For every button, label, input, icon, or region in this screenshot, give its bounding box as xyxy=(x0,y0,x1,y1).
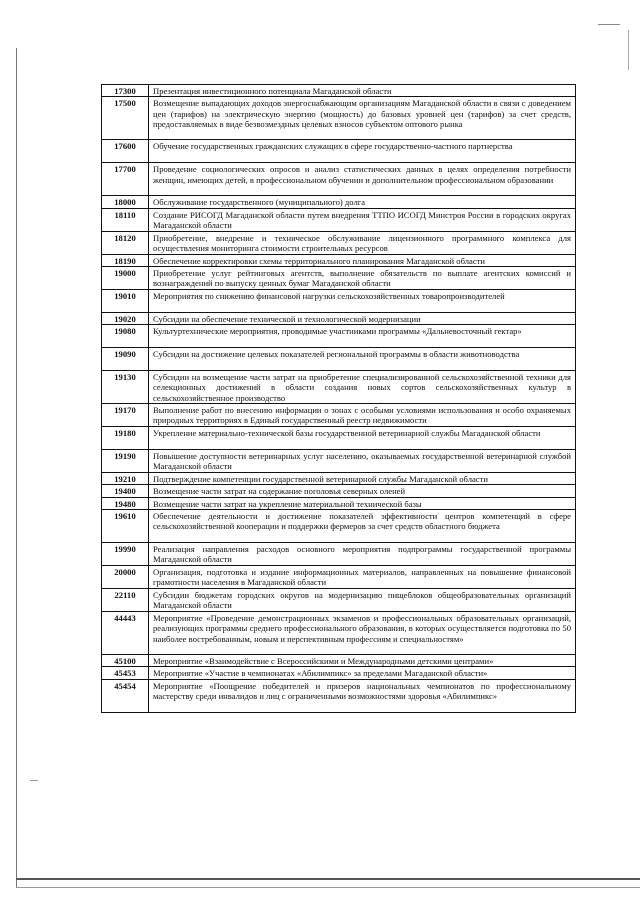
table-row xyxy=(102,543,576,566)
row-description: Презентация инвестиционного потенциала Магаданской области xyxy=(149,85,576,97)
table-row xyxy=(102,325,576,348)
table-row xyxy=(102,231,576,254)
row-description: Создание РИСОГД Магаданской области путем внедрения ТТПО ИСОГД Минстроя России в городских округах Магаданской области xyxy=(149,208,576,231)
row-code: 17300 xyxy=(102,85,149,97)
row-description: Мероприятие «Проведение демонстрационных экзаменов и профессиональных образовательных организаций, реализующих программы среднего профессионального образования, в которых осуществляется подготовка по 50 наиболее востребованным, новым и перспективным профессиям и специальностям» xyxy=(149,612,576,655)
table-row xyxy=(102,566,576,589)
row-description: Возмещение выпадающих доходов энергоснабжающим организациям Магаданской области в связи с доведением цен (тарифов) на электрическую энергию (мощность) до базовых уровней цен (тарифов) за счет средств, предоставляемых в виде безвозмездных целевых взносов субъектом оптового рынка xyxy=(149,97,576,140)
table-row xyxy=(102,485,576,497)
row-description: Обслуживание государственного (муниципального) долга xyxy=(149,196,576,208)
table-row xyxy=(102,348,576,371)
table-row xyxy=(102,289,576,312)
row-code: 18190 xyxy=(102,254,149,266)
row-description: Подтверждение компетенции государственной ветеринарной службы Магаданской области xyxy=(149,473,576,485)
budget-code-table xyxy=(101,84,576,713)
row-description: Реализация направления расходов основного мероприятия подпрограммы государственной программы Магаданской области xyxy=(149,543,576,566)
row-description: Субсидии на возмещение части затрат на приобретение специализированной сельскохозяйственной техники для селекционных достижений в области создания новых сортов сельскохозяйственных культур в сельскохозяйственное производство xyxy=(149,371,576,404)
row-code: 19610 xyxy=(102,510,149,543)
row-code: 17600 xyxy=(102,140,149,163)
table-row xyxy=(102,510,576,543)
scan-mark-left xyxy=(30,780,38,781)
row-description: Приобретение, внедрение и техническое обслуживание лицензионного программного комплекса для осуществления мониторинга стоимости строительных ресурсов xyxy=(149,231,576,254)
row-description: Мероприятия по снижению финансовой нагрузки сельскохозяйственных товаропроизводителей xyxy=(149,289,576,312)
row-description: Культуртехнические мероприятия, проводимые участниками программы «Дальневосточный гектар» xyxy=(149,325,576,348)
row-code: 19190 xyxy=(102,450,149,473)
row-code: 20000 xyxy=(102,566,149,589)
row-description: Проведение социологических опросов и анализ статистических данных в целях определения потребности женщин, имеющих детей, в профессиональном обучении и дополнительном профессиональном образовании xyxy=(149,163,576,196)
row-description: Укрепление материально-технической базы государственной ветеринарной службы Магаданской области xyxy=(149,427,576,450)
scan-mark-top-right xyxy=(598,24,620,25)
row-code: 18120 xyxy=(102,231,149,254)
row-code: 19090 xyxy=(102,348,149,371)
row-code: 45100 xyxy=(102,655,149,667)
row-description: Мероприятие «Взаимодействие с Всероссийскими и Международными детскими центрами» xyxy=(149,655,576,667)
row-code: 19210 xyxy=(102,473,149,485)
table-row xyxy=(102,589,576,612)
table-row xyxy=(102,371,576,404)
table-row xyxy=(102,97,576,140)
row-code: 19010 xyxy=(102,289,149,312)
row-code: 19080 xyxy=(102,325,149,348)
table-row xyxy=(102,254,576,266)
row-code: 19180 xyxy=(102,427,149,450)
scan-edge-line-bottom xyxy=(16,878,640,880)
row-description: Обеспечение корректировки схемы территориального планирования Магаданской области xyxy=(149,254,576,266)
row-description: Обеспечение деятельности и достижение показателей эффективности центров компетенций в сфере сельскохозяйственной кооперации и поддержки фермеров за счет средств областного бюджета xyxy=(149,510,576,543)
row-code: 19020 xyxy=(102,312,149,324)
row-description: Субсидии бюджетам городских округов на модернизацию пищеблоков общеобразовательных организаций Магаданской области xyxy=(149,589,576,612)
table-row xyxy=(102,312,576,324)
table-row xyxy=(102,450,576,473)
row-code: 17500 xyxy=(102,97,149,140)
row-code: 17700 xyxy=(102,163,149,196)
table-row xyxy=(102,208,576,231)
row-description: Приобретение услуг рейтинговых агентств, выполнение обязательств по выплате агентских комиссий и вознаграждений по выпуску ценных бумаг Магаданской области xyxy=(149,266,576,289)
row-description: Возмещение части затрат на укрепление материальной технической базы xyxy=(149,497,576,509)
scan-mark-right xyxy=(628,30,629,70)
table-row xyxy=(102,427,576,450)
row-description: Мероприятие «Поощрение победителей и призеров национальных чемпионатов по профессиональному мастерству среди инвалидов и лиц с ограниченными возможностями здоровья «Абилимпикс» xyxy=(149,679,576,712)
row-code: 19990 xyxy=(102,543,149,566)
row-description: Выполнение работ по внесению информации о зонах с особыми условиями использования и особо охраняемых природных территориях в Единый государственный реестр недвижимости xyxy=(149,404,576,427)
row-code: 19130 xyxy=(102,371,149,404)
row-code: 45454 xyxy=(102,679,149,712)
table-row xyxy=(102,612,576,655)
table-row xyxy=(102,655,576,667)
row-code: 19170 xyxy=(102,404,149,427)
table-row xyxy=(102,667,576,679)
table-row xyxy=(102,404,576,427)
scan-edge-line-bottom-2 xyxy=(16,887,640,888)
row-description: Организация, подготовка и издание информационных материалов, направленных на повышение финансовой грамотности населения в Магаданской области xyxy=(149,566,576,589)
row-code: 19400 xyxy=(102,485,149,497)
table-row xyxy=(102,196,576,208)
table-row xyxy=(102,473,576,485)
row-code: 18110 xyxy=(102,208,149,231)
table-row xyxy=(102,140,576,163)
table-row xyxy=(102,85,576,97)
row-code: 22110 xyxy=(102,589,149,612)
scan-edge-line-left xyxy=(16,48,17,888)
row-description: Субсидии на обеспечение технической и технологической модернизации xyxy=(149,312,576,324)
row-description: Повышение доступности ветеринарных услуг населению, оказываемых государственной ветеринарной службой Магаданской области xyxy=(149,450,576,473)
row-code: 19000 xyxy=(102,266,149,289)
table-row xyxy=(102,679,576,712)
row-description: Возмещение части затрат на содержание поголовья северных оленей xyxy=(149,485,576,497)
row-description: Мероприятие «Участие в чемпионатах «Абилимпикс» за пределами Магаданской области» xyxy=(149,667,576,679)
row-code: 18000 xyxy=(102,196,149,208)
table-row xyxy=(102,266,576,289)
row-code: 45453 xyxy=(102,667,149,679)
table-row xyxy=(102,497,576,509)
row-description: Обучение государственных гражданских служащих в сфере государственно-частного партнерства xyxy=(149,140,576,163)
row-code: 19480 xyxy=(102,497,149,509)
row-description: Субсидии на достижение целевых показателей региональной программы в области животноводства xyxy=(149,348,576,371)
table-row xyxy=(102,163,576,196)
row-code: 44443 xyxy=(102,612,149,655)
